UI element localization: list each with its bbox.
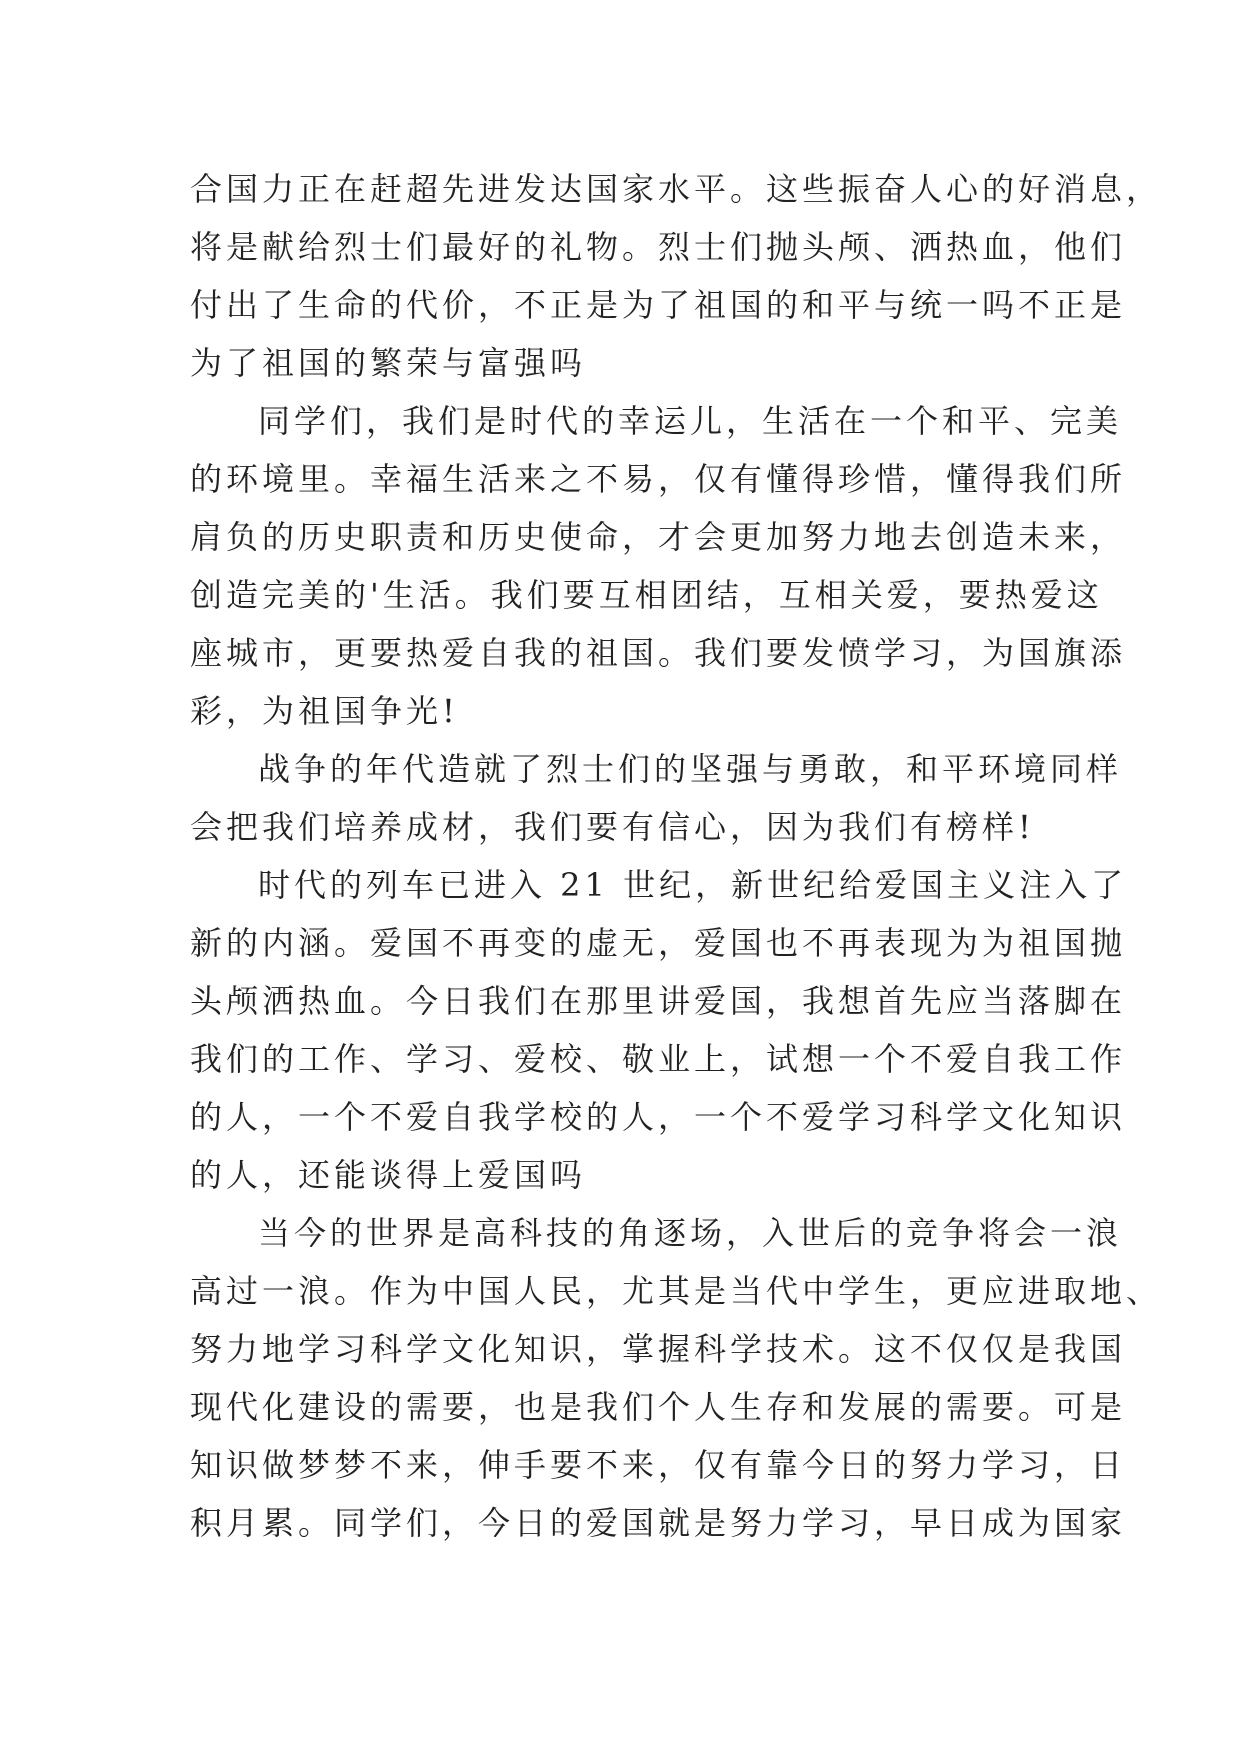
text-line: 创造完美的'生活。我们要互相团结，互相关爱，要热爱这 bbox=[190, 576, 1103, 614]
text-line: 头颅洒热血。今日我们在那里讲爱国，我想首先应当落脚在 bbox=[190, 982, 1127, 1020]
text-line: 的人，一个不爱自我学校的人，一个不爱学习科学文化知识 bbox=[190, 1098, 1127, 1136]
text-line: 知识做梦梦不来，伸手要不来，仅有靠今日的努力学习，日 bbox=[190, 1446, 1127, 1484]
text-line: 肩负的历史职责和历史使命，才会更加努力地去创造未来， bbox=[190, 518, 1127, 556]
paragraph-first-line: 战争的年代造就了烈士们的坚强与勇敢，和平环境同样 bbox=[258, 750, 1123, 788]
paragraph-first-line: 当今的世界是高科技的角逐场，入世后的竞争将会一浪 bbox=[258, 1214, 1123, 1252]
text-line: 努力地学习科学文化知识，掌握科学技术。这不仅仅是我国 bbox=[190, 1330, 1127, 1368]
text-line: 彩，为祖国争光! bbox=[190, 692, 459, 730]
text-line: 高过一浪。作为中国人民，尤其是当代中学生，更应进取地、 bbox=[190, 1272, 1163, 1310]
paragraph-first-line: 同学们，我们是时代的幸运儿，生活在一个和平、完美 bbox=[258, 402, 1123, 440]
document-body bbox=[190, 160, 1163, 1552]
text-line: 会把我们培养成材，我们要有信心，因为我们有榜样! bbox=[190, 808, 1035, 846]
paragraph-first-line: 时代的列车已进入 21 世纪，新世纪给爱国主义注入了 bbox=[258, 866, 1128, 904]
text-line: 的人，还能谈得上爱国吗 bbox=[190, 1156, 587, 1194]
text-line: 将是献给烈士们最好的礼物。烈士们抛头颅、洒热血，他们 bbox=[190, 228, 1127, 266]
text-line: 积月累。同学们，今日的爱国就是努力学习，早日成为国家 bbox=[190, 1504, 1127, 1542]
text-line: 现代化建设的需要，也是我们个人生存和发展的需要。可是 bbox=[190, 1388, 1127, 1426]
text-line: 付出了生命的代价，不正是为了祖国的和平与统一吗不正是 bbox=[190, 286, 1127, 324]
text-line: 我们的工作、学习、爱校、敬业上，试想一个不爱自我工作 bbox=[190, 1040, 1127, 1078]
text-line: 合国力正在赶超先进发达国家水平。这些振奋人心的好消息， bbox=[190, 170, 1163, 208]
text-line: 为了祖国的繁荣与富强吗 bbox=[190, 344, 587, 382]
text-line: 的环境里。幸福生活来之不易，仅有懂得珍惜，懂得我们所 bbox=[190, 460, 1127, 498]
text-line: 座城市，更要热爱自我的祖国。我们要发愤学习，为国旗添 bbox=[190, 634, 1127, 672]
text-line: 新的内涵。爱国不再变的虚无，爱国也不再表现为为祖国抛 bbox=[190, 924, 1127, 962]
